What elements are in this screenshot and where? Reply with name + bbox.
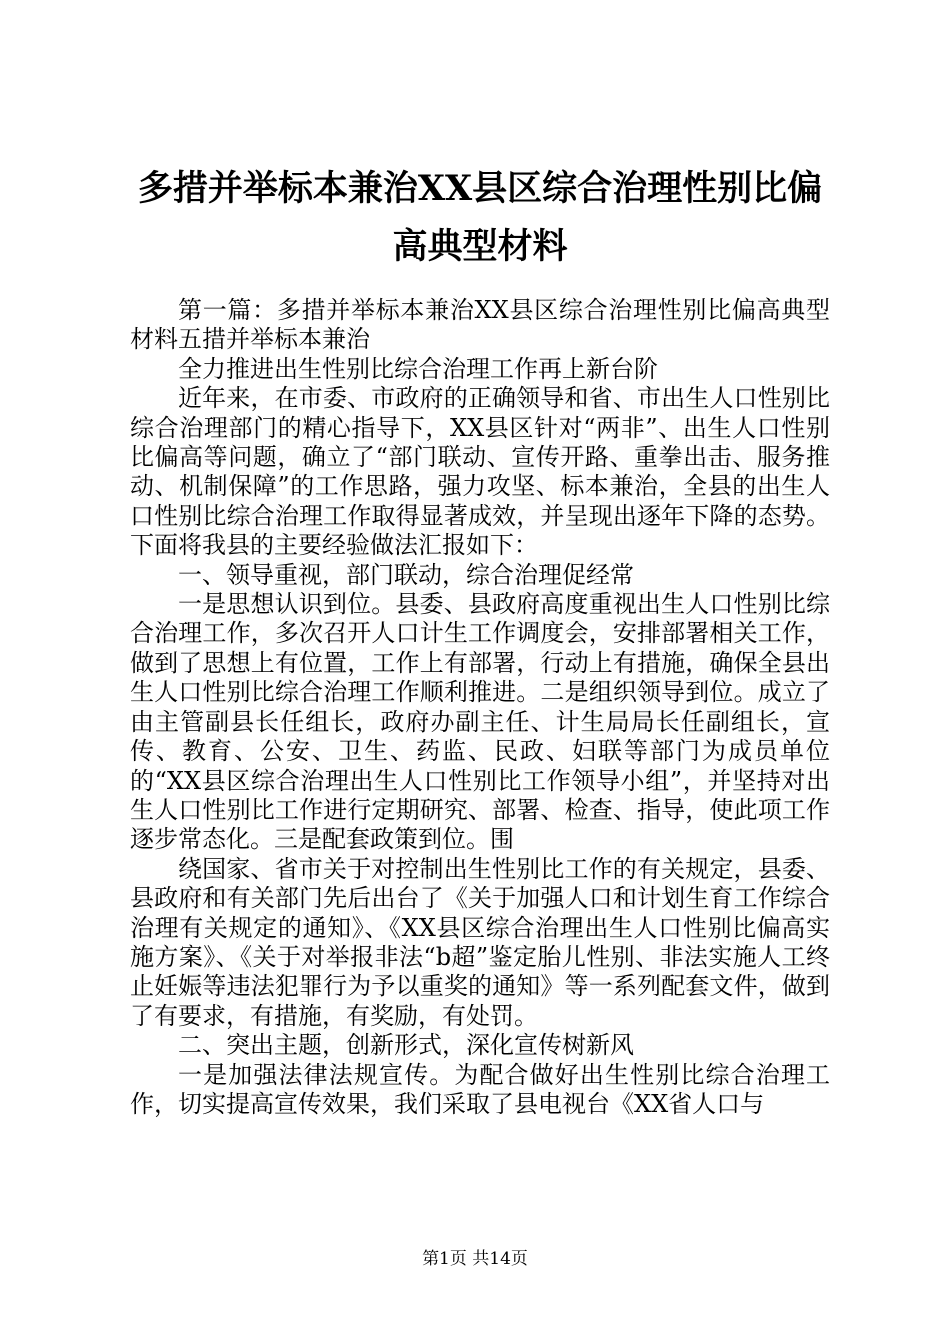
paragraph: 一是加强法律法规宣传。为配合做好出生性别比综合治理工作，切实提高宣传效果，我们采取了县电视台《XX省人口与 bbox=[130, 1060, 830, 1118]
paragraph: 绕国家、省市关于对控制出生性别比工作的有关规定，县委、县政府和有关部门先后出台了《关于加强人口和计划生育工作综合治理有关规定的通知》、《XX县区综合治理出生人口性别比偏高实施方案》、《关于对举报非法“b超”鉴定胎儿性别、非法实施人工终止妊娠等违法犯罪行为予以重奖的通知》等一系列配套文件，做到了有要求，有措施，有奖励，有处罚。 bbox=[130, 854, 830, 1030]
section-heading: 一、领导重视，部门联动，综合治理促经常 bbox=[178, 560, 634, 589]
paragraph: 全力推进出生性别比综合治理工作再上新台阶 bbox=[178, 354, 658, 383]
page-footer: 第1页 共14页 bbox=[422, 1249, 528, 1269]
paragraph: 近年来，在市委、市政府的正确领导和省、市出生人口性别比综合治理部门的精心指导下，XX县区针对“两非”、出生人口性别比偏高等问题，确立了“部门联动、宣传开路、重拳出击、服务推动、机制保障”的工作思路，强力攻坚、标本兼治，全县的出生人口性别比综合治理工作取得显著成效，并呈现出逐年下降的态势。下面将我县的主要经验做法汇报如下： bbox=[130, 384, 830, 560]
paragraph: 一是思想认识到位。县委、县政府高度重视出生人口性别比综合治理工作，多次召开人口计生工作调度会，安排部署相关工作，做到了思想上有位置，工作上有部署，行动上有措施，确保全县出生人口性别比综合治理工作顺利推进。二是组织领导到位。成立了由主管副县长任组长，政府办副主任、计生局局长任副组长，宣传、教育、公安、卫生、药监、民政、妇联等部门为成员单位的“XX县区综合治理出生人口性别比工作领导小组”，并坚持对出生人口性别比工作进行定期研究、部署、检查、指导，使此项工作逐步常态化。三是配套政策到位。围 bbox=[130, 590, 830, 854]
document-body bbox=[130, 296, 830, 1119]
document-title: 多措并举标本兼治XX县区综合治理性别比偏高典型材料 bbox=[137, 168, 823, 267]
section-heading: 二、突出主题，创新形式，深化宣传树新风 bbox=[178, 1031, 634, 1060]
paragraph: 第一篇：多措并举标本兼治XX县区综合治理性别比偏高典型材料五措并举标本兼治 bbox=[130, 296, 830, 354]
